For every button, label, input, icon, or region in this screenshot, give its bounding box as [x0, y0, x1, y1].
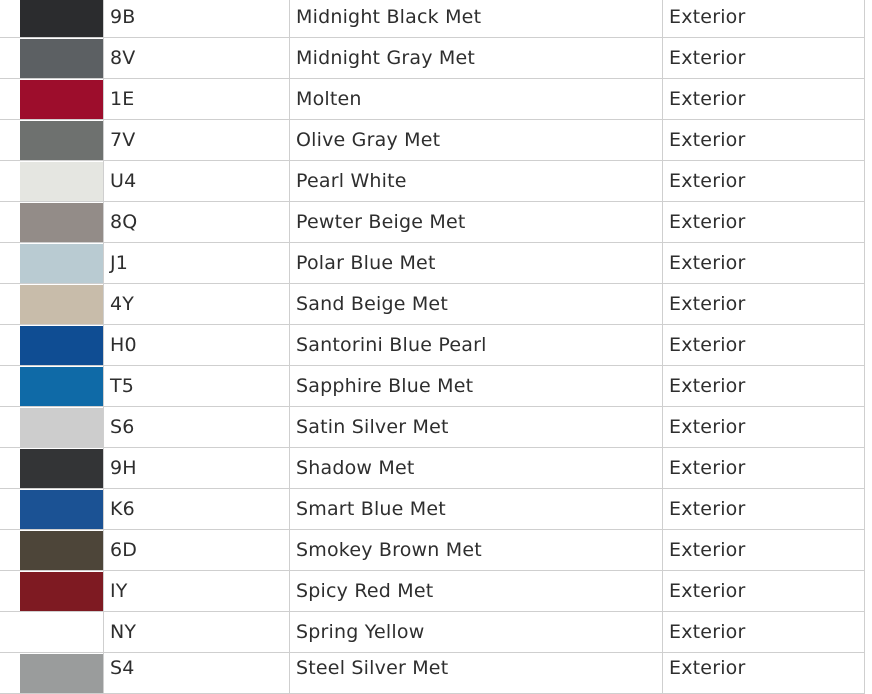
color-type: Exterior: [662, 653, 865, 693]
row-lead-cell: [0, 530, 20, 570]
color-type: Exterior: [662, 325, 865, 365]
row-lead-cell: [0, 571, 20, 611]
color-swatch: [20, 654, 103, 693]
color-swatch-cell: [20, 448, 103, 488]
table-row: [0, 448, 865, 489]
color-type: Exterior: [662, 0, 865, 37]
color-type: Exterior: [662, 489, 865, 529]
color-name: Olive Gray Met: [289, 120, 662, 160]
row-lead-cell: [0, 0, 20, 37]
color-swatch-cell: [20, 612, 103, 652]
color-name: Santorini Blue Pearl: [289, 325, 662, 365]
table-row: [0, 79, 865, 120]
color-swatch-cell: [20, 243, 103, 283]
paint-code: 9B: [103, 0, 289, 37]
row-lead-cell: [0, 79, 20, 119]
color-swatch: [20, 613, 103, 652]
color-type: Exterior: [662, 243, 865, 283]
row-lead-cell: [0, 653, 20, 693]
row-lead-cell: [0, 161, 20, 201]
row-lead-cell: [0, 202, 20, 242]
color-swatch-cell: [20, 0, 103, 37]
table-row: [0, 202, 865, 243]
color-swatch: [20, 244, 103, 283]
color-type: Exterior: [662, 38, 865, 78]
color-type: Exterior: [662, 120, 865, 160]
paint-code: 6D: [103, 530, 289, 570]
color-type: Exterior: [662, 366, 865, 406]
table-row: [0, 571, 865, 612]
color-swatch: [20, 531, 103, 570]
paint-code: S4: [103, 653, 289, 693]
color-type: Exterior: [662, 161, 865, 201]
row-lead-cell: [0, 448, 20, 488]
row-lead-cell: [0, 243, 20, 283]
color-name: Pewter Beige Met: [289, 202, 662, 242]
color-swatch: [20, 490, 103, 529]
color-name: Midnight Gray Met: [289, 38, 662, 78]
paint-code: K6: [103, 489, 289, 529]
paint-code: U4: [103, 161, 289, 201]
color-swatch-cell: [20, 284, 103, 324]
color-swatch-cell: [20, 366, 103, 406]
row-lead-cell: [0, 489, 20, 529]
color-swatch: [20, 367, 103, 406]
color-swatch-cell: [20, 79, 103, 119]
table-row: [0, 489, 865, 530]
row-lead-cell: [0, 120, 20, 160]
table-row: [0, 325, 865, 366]
row-lead-cell: [0, 38, 20, 78]
color-name: Shadow Met: [289, 448, 662, 488]
color-swatch-cell: [20, 571, 103, 611]
color-name: Satin Silver Met: [289, 407, 662, 447]
color-swatch: [20, 39, 103, 78]
color-type: Exterior: [662, 530, 865, 570]
table-row: [0, 612, 865, 653]
paint-code: 8V: [103, 38, 289, 78]
row-lead-cell: [0, 407, 20, 447]
color-name: Steel Silver Met: [289, 653, 662, 693]
color-swatch-cell: [20, 161, 103, 201]
color-swatch-cell: [20, 407, 103, 447]
color-name: Polar Blue Met: [289, 243, 662, 283]
color-name: Molten: [289, 79, 662, 119]
color-swatch: [20, 326, 103, 365]
color-name: Smokey Brown Met: [289, 530, 662, 570]
color-name: Sapphire Blue Met: [289, 366, 662, 406]
color-swatch: [20, 408, 103, 447]
color-type: Exterior: [662, 571, 865, 611]
color-name: Smart Blue Met: [289, 489, 662, 529]
color-type: Exterior: [662, 79, 865, 119]
paint-code: 4Y: [103, 284, 289, 324]
color-type: Exterior: [662, 284, 865, 324]
table-row: [0, 653, 865, 694]
table-row: [0, 0, 865, 38]
paint-code: J1: [103, 243, 289, 283]
paint-code: 1E: [103, 79, 289, 119]
color-swatch-cell: [20, 325, 103, 365]
table-row: [0, 161, 865, 202]
paint-code: 9H: [103, 448, 289, 488]
color-name: Pearl White: [289, 161, 662, 201]
table-row: [0, 243, 865, 284]
color-type: Exterior: [662, 448, 865, 488]
paint-code: T5: [103, 366, 289, 406]
paint-code: IY: [103, 571, 289, 611]
paint-code: 7V: [103, 120, 289, 160]
row-lead-cell: [0, 284, 20, 324]
color-swatch: [20, 121, 103, 160]
table-row: [0, 284, 865, 325]
row-lead-cell: [0, 325, 20, 365]
color-swatch: [20, 162, 103, 201]
color-swatch: [20, 449, 103, 488]
paint-code: NY: [103, 612, 289, 652]
color-swatch-cell: [20, 38, 103, 78]
row-lead-cell: [0, 366, 20, 406]
paint-code: H0: [103, 325, 289, 365]
color-swatch: [20, 0, 103, 37]
color-name: Spring Yellow: [289, 612, 662, 652]
color-swatch-cell: [20, 202, 103, 242]
color-swatch: [20, 285, 103, 324]
color-name: Spicy Red Met: [289, 571, 662, 611]
color-type: Exterior: [662, 407, 865, 447]
color-swatch-cell: [20, 489, 103, 529]
paint-code: 8Q: [103, 202, 289, 242]
color-type: Exterior: [662, 612, 865, 652]
table-row: [0, 120, 865, 161]
table-row: [0, 530, 865, 571]
table-row: [0, 366, 865, 407]
color-swatch: [20, 572, 103, 611]
color-type: Exterior: [662, 202, 865, 242]
color-swatch-cell: [20, 530, 103, 570]
color-swatch: [20, 203, 103, 242]
color-name: Midnight Black Met: [289, 0, 662, 37]
color-swatch-cell: [20, 653, 103, 693]
row-lead-cell: [0, 612, 20, 652]
color-swatch: [20, 80, 103, 119]
table-row: [0, 407, 865, 448]
color-name: Sand Beige Met: [289, 284, 662, 324]
paint-code: S6: [103, 407, 289, 447]
color-swatch-cell: [20, 120, 103, 160]
table-row: [0, 38, 865, 79]
